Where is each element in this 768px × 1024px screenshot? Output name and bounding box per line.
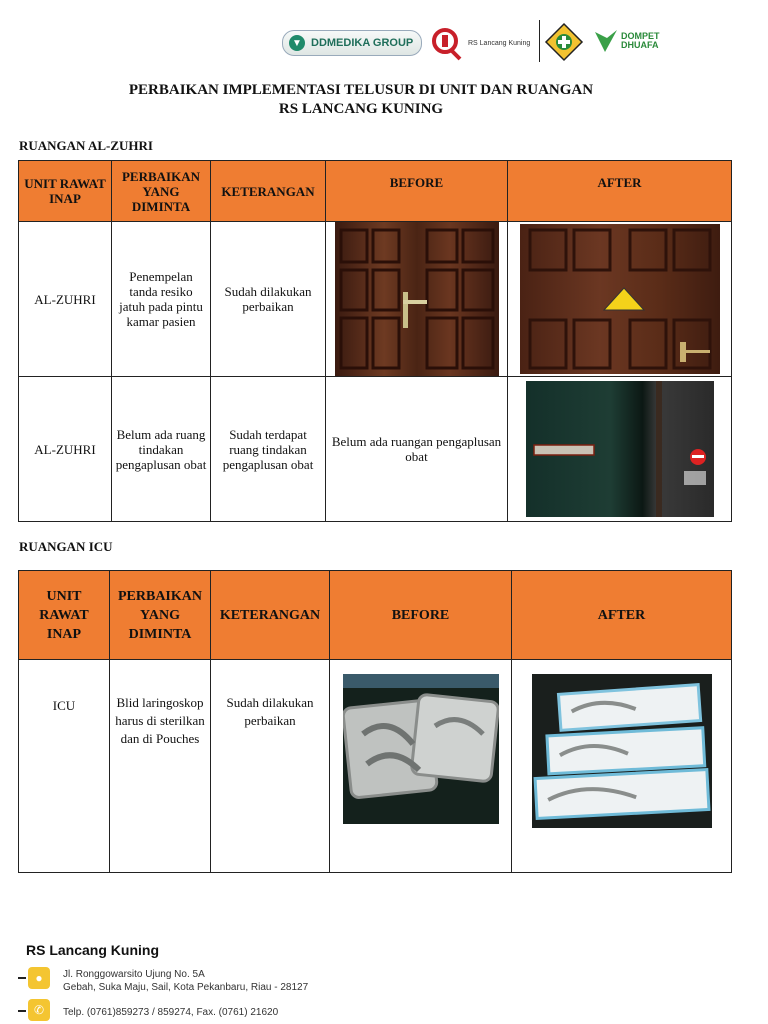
cell-perbaikan: Blid laringoskop harus di sterilkan dan di Pouches bbox=[110, 660, 211, 873]
page-title: PERBAIKAN IMPLEMENTASI TELUSUR DI UNIT DAN RUANGAN bbox=[128, 82, 594, 98]
table-row bbox=[19, 222, 732, 377]
footer-address-line2: Gebah, Suka Maju, Sail, Kota Pekanbaru, Riau - 28127 bbox=[63, 982, 309, 993]
footer-dash bbox=[18, 977, 26, 979]
cell-unit: AL-ZUHRI bbox=[19, 377, 112, 522]
section-title-icu: RUANGAN ICU bbox=[19, 539, 113, 554]
cell-unit: AL-ZUHRI bbox=[19, 222, 112, 377]
cell-keterangan: Sudah terdapat ruang tindakan pengaplusan obat bbox=[211, 377, 326, 522]
col-perbaikan: PERBAIKAN YANG DIMINTA bbox=[112, 161, 211, 222]
col-before: BEFORE bbox=[326, 161, 508, 222]
dompet-dhuafa-mark-icon bbox=[593, 28, 619, 54]
table-row bbox=[19, 660, 732, 873]
page-subtitle: RS LANCANG KUNING bbox=[278, 101, 444, 117]
col-keterangan: KETERANGAN bbox=[211, 571, 330, 660]
wooden-door-photo bbox=[335, 222, 499, 376]
dompet-dhuafa-logo: DOMPET DHUAFA bbox=[593, 25, 663, 57]
shield-emblem-icon bbox=[544, 22, 584, 62]
table-row bbox=[19, 377, 732, 522]
cell-after bbox=[508, 222, 732, 377]
section-title-al-zuhri: RUANGAN AL-ZUHRI bbox=[19, 138, 153, 153]
cell-perbaikan: Belum ada ruang tindakan pengaplusan obat bbox=[112, 377, 211, 522]
blades-in-pouches-photo bbox=[532, 674, 712, 828]
icu-table bbox=[18, 570, 732, 873]
footer-dash bbox=[18, 1010, 26, 1012]
table-header-row bbox=[19, 571, 732, 660]
logo-divider bbox=[539, 20, 540, 62]
col-before: BEFORE bbox=[330, 571, 512, 660]
cell-keterangan: Sudah dilakukan perbaikan bbox=[211, 222, 326, 377]
rs-lancang-kuning-logo: RS Lancang Kuning bbox=[430, 24, 536, 62]
ddmedika-logo: ▼ DDMEDIKA GROUP bbox=[282, 30, 422, 56]
footer-address-line1: Jl. Ronggowarsito Ujung No. 5A bbox=[63, 969, 205, 980]
col-keterangan: KETERANGAN bbox=[211, 161, 326, 222]
al-zuhri-table bbox=[18, 160, 732, 522]
cell-perbaikan: Penempelan tanda resiko jatuh pada pintu kamar pasien bbox=[112, 222, 211, 377]
cell-after bbox=[508, 377, 732, 522]
col-unit: UNIT RAWAT INAP bbox=[19, 161, 112, 222]
footer-hospital-name: RS Lancang Kuning bbox=[26, 942, 159, 958]
col-after: AFTER bbox=[512, 571, 732, 660]
phone-icon: ✆ bbox=[28, 999, 50, 1021]
rslk-emblem-icon bbox=[430, 25, 464, 61]
col-after: AFTER bbox=[508, 161, 732, 222]
cell-after bbox=[512, 660, 732, 873]
room-sign-photo bbox=[526, 381, 714, 517]
table-header-row bbox=[19, 161, 732, 222]
location-pin-icon: ● bbox=[28, 967, 50, 989]
col-unit: UNIT RAWAT INAP bbox=[19, 571, 110, 660]
ddmedika-mark-icon: ▼ bbox=[289, 35, 305, 51]
cell-keterangan: Sudah dilakukan perbaikan bbox=[211, 660, 330, 873]
door-with-sign-photo bbox=[520, 224, 720, 374]
col-perbaikan: PERBAIKAN YANG DIMINTA bbox=[110, 571, 211, 660]
cell-before bbox=[326, 222, 508, 377]
footer-phone: Telp. (0761)859273 / 859274, Fax. (0761) 21620 bbox=[63, 1007, 279, 1018]
cell-before: Belum ada ruangan pengaplusan obat bbox=[326, 377, 508, 522]
cell-unit: ICU bbox=[19, 660, 110, 873]
cell-before bbox=[330, 660, 512, 873]
laryngoscope-tray-photo bbox=[343, 674, 499, 824]
